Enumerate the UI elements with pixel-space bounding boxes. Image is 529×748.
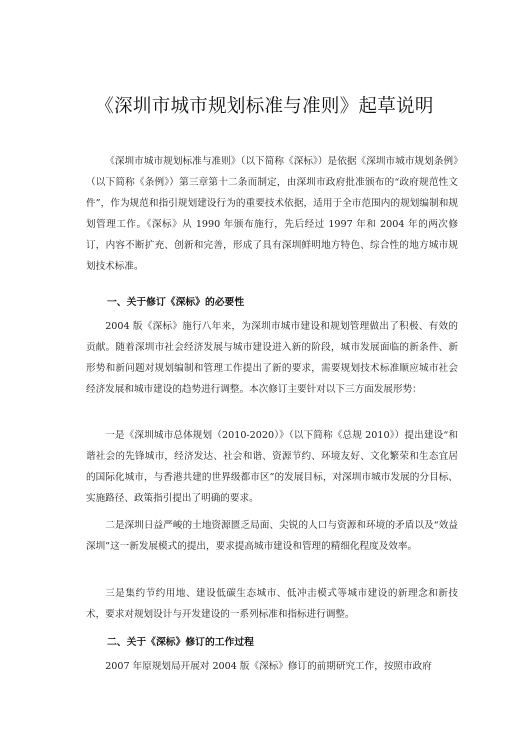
section-2-paragraph-1: 2007 年原规划局开展对 2004 版《深标》修订的前期研究工作，按照市政府 (105, 661, 432, 672)
section-1-body-2 (86, 425, 458, 509)
section-1-paragraph-3: 二是深圳日益严峻的土地资源匮乏局面、尖锐的人口与资源和环境的矛盾以及“效益深圳”这一新发展模式的提出，要求提高城市建设和管理的精细化程度及效率。 (86, 520, 458, 552)
intro-paragraph: 《深圳市城市规划标准与准则》（以下简称《深标》）是依据《深圳市城市规划条例》（以下简称《条例》）第三章第十二条而制定，由深圳市政府批准颁布的“政府规范性文件”，作为规范和指引规划建设行为的重要技术依据，适用于全市范围内的规划编制和规划管理工作。《深标》从 1990 年颁布施行，先后经过 1997 年和 2004 年的两次修订，内容不断扩充、创新和完善，形成了具有深圳鲜明地方特色、综合性的地方城市规划技术标准。 (86, 156, 458, 272)
section-1-paragraph-1: 2004 版《深标》施行八年来，为深圳市城市建设和规划管理做出了积极、有效的贡献。随着深圳市社会经济发展与城市建设进入新的阶段，城市发展面临的新条件、新形势和新问题对规划编制和管理工作提出了新的要求，需要规划技术标准顺应城市社会经济发展和城市建设的趋势进行调整。本次修订主要针对以下三方面发展形势： (86, 321, 458, 395)
section-2-body (86, 656, 458, 677)
section-2-heading: 二、关于《深标》修订的工作过程 (107, 637, 254, 648)
section-1-body-3 (86, 515, 458, 557)
section-1-body-4 (86, 583, 458, 625)
section-1-paragraph-2: 一是《深圳城市总体规划（2010-2020）》（以下简称《总规 2010》）提出建设“和谐社会的先锋城市，经济发达、社会和谐、资源节约、环境友好、文化繁荣和生态宜居的国际化城市，与香港共建的世界级都市区”的发展目标，对深圳市城市发展的分目标、实施路径、政策指引提出了明确的要求。 (86, 430, 458, 504)
document-title: 《深圳市城市规划标准与准则》起草说明 (95, 96, 434, 117)
section-1-heading: 一、关于修订《深标》的必要性 (107, 297, 245, 308)
section-1-body (86, 316, 458, 400)
intro-section (86, 151, 458, 277)
section-1-paragraph-4: 三是集约节约用地、建设低碳生态城市、低冲击模式等城市建设的新理念和新技术，要求对规划设计与开发建设的一系列标准和指标进行调整。 (86, 588, 458, 620)
